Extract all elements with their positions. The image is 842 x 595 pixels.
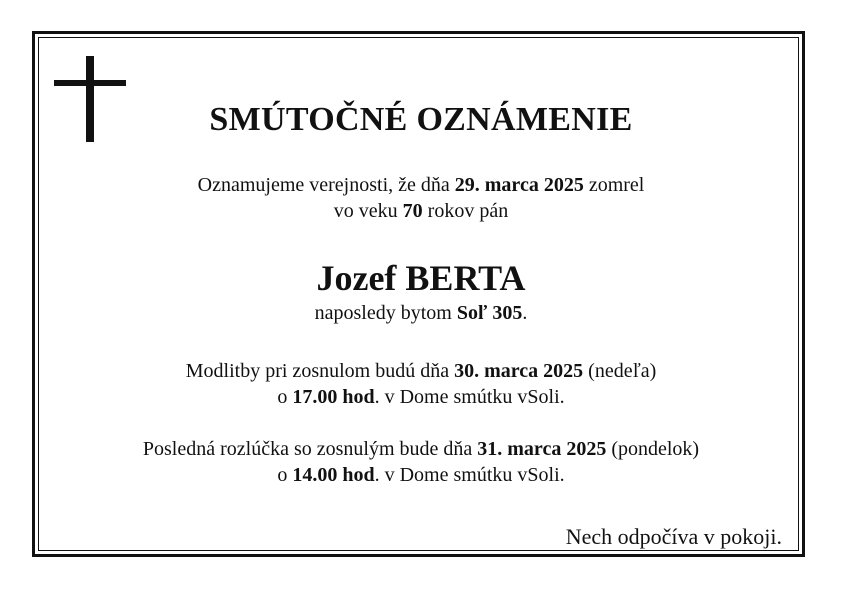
age: 70: [402, 200, 423, 222]
prayers-time: 17.00 hod: [292, 386, 375, 408]
announcement-line-1: Oznamujeme verejnosti, že dňa 29. marca 2025 zomrel: [197, 174, 645, 196]
page-title: SMÚTOČNÉ OZNÁMENIE: [209, 101, 633, 138]
prayers-date: 30. marca 2025: [454, 360, 584, 382]
prayers-line-1: Modlitby pri zosnulom budú dňa 30. marca 2025 (nedeľa): [185, 360, 657, 382]
prayers-line-2: o 17.00 hod. v Dome smútku vSoli.: [277, 386, 565, 408]
announcement-line-2: vo veku 70 rokov pán: [333, 200, 509, 222]
death-date: 29. marca 2025: [454, 174, 584, 196]
farewell-line-1: Posledná rozlúčka so zosnulým bude dňa 31. marca 2025 (pondelok): [142, 438, 700, 460]
farewell-line-2: o 14.00 hod. v Dome smútku vSoli.: [277, 464, 565, 486]
residence-line: naposledy bytom Soľ 305.: [314, 302, 528, 324]
farewell-time: 14.00 hod: [292, 464, 375, 486]
residence-place: Soľ 305: [456, 302, 523, 324]
closing-line: Nech odpočíva v pokoji.: [565, 524, 782, 549]
farewell-date: 31. marca 2025: [477, 438, 607, 460]
deceased-name: Jozef BERTA: [316, 258, 526, 298]
